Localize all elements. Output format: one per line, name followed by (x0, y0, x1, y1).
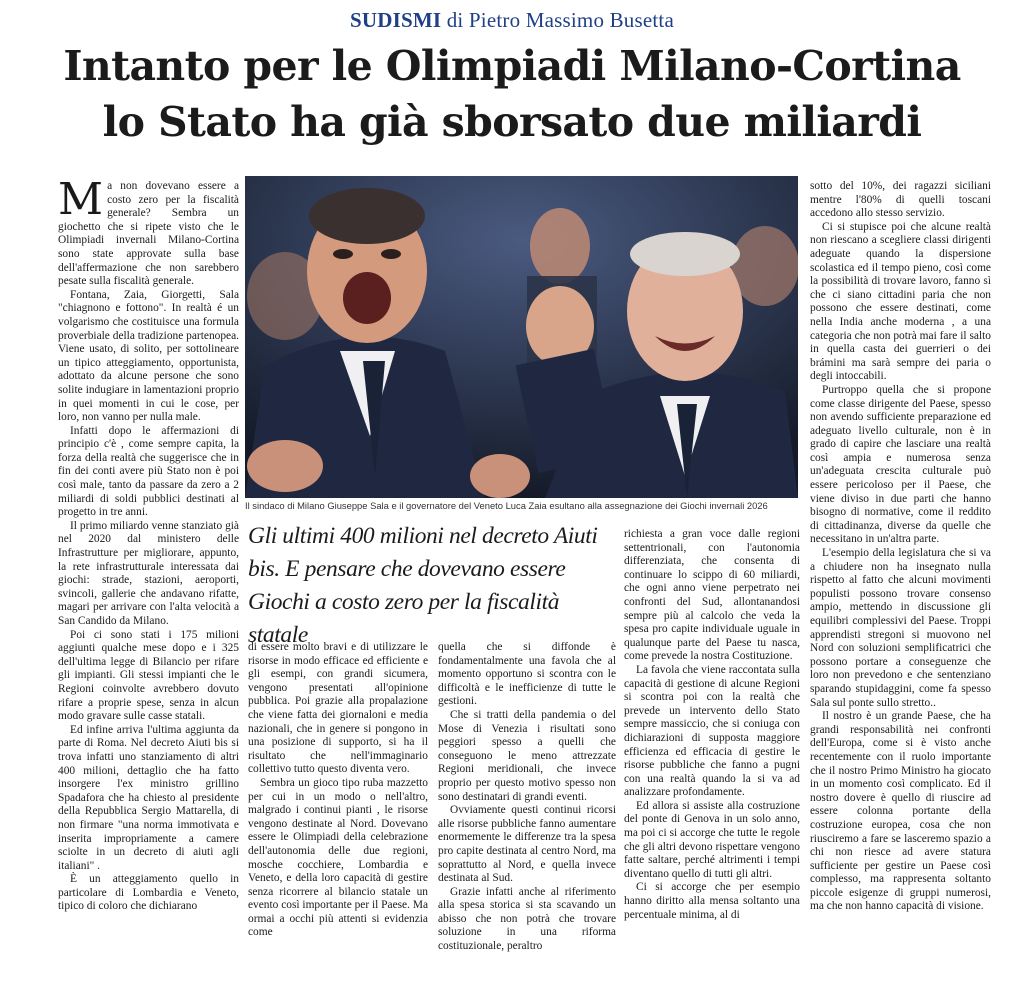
paragraph: Sembra un gioco tipo ruba mazzetto per cui in un modo o nell'altro, malgrado i continui pianti , le risorse vengono destinate al Nord. Dovevano essere le Olimpiadi della celebrazione dell'autonomia delle due regioni, mosche cocchiere, Lombardia e Veneto, e della loro capacità di gestire senza ricorrere al bilancio statale un evento così importante per il Paese. Ma ormai a occhi più attenti si evidenzia come (248, 776, 428, 939)
paragraph: Ovviamente questi continui ricorsi alle risorse pubbliche fanno aumentare enormemente le differenze tra la spesa pro capite destinata al centro Nord, ma soprattutto al Nord, e quella invece destinata al Sud. (438, 804, 616, 885)
headline (0, 38, 1024, 150)
paragraph: Purtroppo quella che si propone come classe dirigente del Paese, spesso non avendo sufficiente preparazione ed adeguato livello culturale, non è in grado di capire che lasciare una realtà così ampia e numerosa senza un'adeguata crescita culturale può essere pericoloso per il Paese, che viene diviso in due parti che hanno bisogno di normative, come il reddito di cittadinanza, diverse da quelle che necessitano in un'altra parte. (810, 383, 991, 546)
paragraph: Ci si accorge che per esempio hanno diritto alla mensa soltanto una percentuale minima, al di (624, 881, 800, 921)
paragraph: Poi ci sono stati i 175 milioni aggiunti qualche mese dopo e i 325 dell'ultima legge di Bilancio per rifare gli impianti. Gli stessi impianti che le Regioni coinvolte avrebbero dovuto rifare a proprie spese, senza in alcun modo gravare sulle casse statali. (58, 628, 239, 723)
paragraph: Ed infine arriva l'ultima aggiunta da parte di Roma. Nel decreto Aiuti bis si trova infatti uno stanziamento di altri 400 milioni, dettaglio che ha fatto insorgere l'ex ministro grillino Spadafora che ha chiesto al presidente della Repubblica Sergio Mattarella, di non firmare "una norma immotivata e inserita impropriamente a camere sciolte in un decreto di aiuti agli italiani" . (58, 723, 239, 872)
paragraph: Ci si stupisce poi che alcune realtà non riescano a scegliere classi dirigenti adeguate quando la dispersione scolastica ed il tempo pieno, così come la possibilità di trovare lavoro, fanno sì che ci siano cittadini paria che non possono che essere destinati, come nella India anche moderna , a una categoria che non potrà mai fare il salto in quella casta dei guerrieri o dei brámini ma sarà sempre dei paria o degli intoccabili. (810, 220, 991, 383)
paragraph: richiesta a gran voce dalle regioni settentrionali, con l'autonomia differenziata, che consenta di continuare lo scippo di 60 miliardi, che ogni anno viene perpetrato nei confronti del Sud, allontanandosi sempre più al calcolo che veda la spesa pro capite individuale uguale in qualunque parte del Paese tu nasca, come prevede la nostra Costituzione. (624, 528, 800, 663)
article-column-2 (248, 641, 428, 940)
pull-quote: Gli ultimi 400 milioni nel decreto Aiuti bis. E pensare che dovevano essere Giochi a costo zero per la fiscalità statale (248, 523, 598, 648)
paragraph: Che si tratti della pandemia o del Mose di Venezia i risultati sono peggiori spesso a quelli che conseguono le meno attrezzate Regioni meridionali, che invece proprio per questo motivo spesso non sono destinatari di grandi eventi. (438, 708, 616, 803)
headline-line-1: Intanto per le Olimpiadi Milano-Cortina (63, 42, 961, 90)
photo-illustration (245, 176, 798, 498)
paragraph: Fontana, Zaia, Giorgetti, Sala "chiagnono e fottono". In realtà é un volgarismo che costituisce una formula proverbiale della tradizione partenopea. Viene usato, di solito, per sottolineare un tipico atteggiamento, opportunista, adottato da alcune persone che sono solite indugiare in lamentazioni proprio in quei momenti in cui le cose, per loro, non vanno per nulla male. (58, 288, 239, 424)
paragraph: Ma non dovevano essere a costo zero per la fiscalità generale? Sembra un giochetto che si ripete visto che le Olimpiadi invernali Milano-Cortina sono state approvate sulla base dell'affermazione che non sarebbero pesate sulla fiscalità generale. (58, 174, 239, 288)
photo-caption: Il sindaco di Milano Giuseppe Sala e il governatore del Veneto Luca Zaia esultano alla assegnazione dei Giochi invernali 2026 (245, 500, 768, 511)
paragraph: quella che si diffonde è fondamentalmente una favola che al momento opportuno si scontra con le difficoltà e le inefficienze di tutte le gestioni. (438, 641, 616, 708)
paragraph: L'esempio della legislatura che si va a chiudere non ha insegnato nulla rispetto al fatto che alcuni movimenti populisti possono trovare consenso ampio, mettendo in discussione gli equilibri complessivi del Paese. Troppi apprendisti stregoni si muovono nel Nord con soluzioni semplificatrici che possono portare a conseguenze che loro non prevedono e che sentenziano sparando stupidaggini, come fa spesso Sala sul ponte sullo stretto.. (810, 547, 991, 709)
paragraph: Infatti dopo le affermazioni di principio c'è , come sempre capita, la forza della realtà che suggerisce che in fin dei conti avere più Stato non è poi così male, tanto da passare da zero a 2 miliardi di soldi pubblici destinati al progetto in tre anni. (58, 424, 239, 519)
paragraph: Il primo miliardo venne stanziato già nel 2020 dal ministero delle Infrastrutture per migliorare, appunto, la rete infrastrutturale interessata dai giochi: strade, stazioni, aeroporti, svincoli, gallerie che andavano rifatte, magari per arrivare con l'alta velocità a San Candido da Milano. (58, 519, 239, 627)
paragraph: Il nostro è un grande Paese, che ha grandi responsabilità nei confronti dell'Europa, come si è visto anche recentemente con il ruolo importante che il nostro Primo Ministro ha giocato in un momento così complicato. Ed il nostro dovere è quello di riuscire ad essere colonna portante della costruzione europea, cosa che non riusciremo a fare se lasceremo spazio a chi non riesce ad avere statura sufficiente per gestire un Paese così complesso, ma rappresenta soltanto piccole esigenze di gruppi numerosi, ma che non hanno capacità di visione. (810, 710, 991, 913)
section-kicker (0, 8, 1024, 33)
paragraph: sotto del 10%, dei ragazzi siciliani mentre l'80% di quelli toscani accedono allo stesso servizio. (810, 180, 991, 220)
paragraph: Grazie infatti anche al riferimento alla spesa storica si sta scavando un abisso che non potrà che trovare soluzione in una riforma costituzionale, peraltro (438, 885, 616, 953)
photo-sala-zaia (245, 176, 798, 498)
paragraph: Ed allora si assiste alla costruzione del ponte di Genova in un solo anno, ma poi ci si accorge che tutte le regole che gli altri devono rispettare vengono fatte saltare, perché altrimenti i tempi diventano quello di tutti gli altri. (624, 799, 800, 880)
article-column-4 (624, 528, 800, 922)
dropcap: M (58, 174, 104, 225)
article-column-3 (438, 641, 616, 954)
article-column-1 (58, 174, 239, 914)
paragraph: di essere molto bravi e di utilizzare le risorse in modo efficace ed efficiente e gli esempi, con grandi sicumera, vengono presentati all'opinione pubblica. Poi grazie alla propalazione che viene fatta dei giornaloni e media nazionali, che in genere si pongono in una posizione di supporto, si ha il risultato che nell'immaginario collettivo tutto questo diventa vero. (248, 641, 428, 776)
paragraph: La favola che viene raccontata sulla capacità di gestione di alcune Regioni si scontra poi con la realtà che prevede un intervento dello Stato sempre massiccio, che si coniuga con dichiarazioni di supposta maggiore efficienza ed efficacia di gestire le risorse pubbliche che fanno a pugni con una realtà quando la si va ad analizzare profondamente. (624, 663, 800, 799)
byline: di Pietro Massimo Busetta (446, 8, 674, 32)
section-name: SUDISMI (350, 8, 442, 32)
paragraph: È un atteggiamento quello in particolare di Lombardia e Veneto, tipico di coloro che dichiarano (58, 873, 239, 913)
article-column-5 (810, 180, 991, 914)
headline-line-2: lo Stato ha già sborsato due miliardi (102, 98, 922, 146)
